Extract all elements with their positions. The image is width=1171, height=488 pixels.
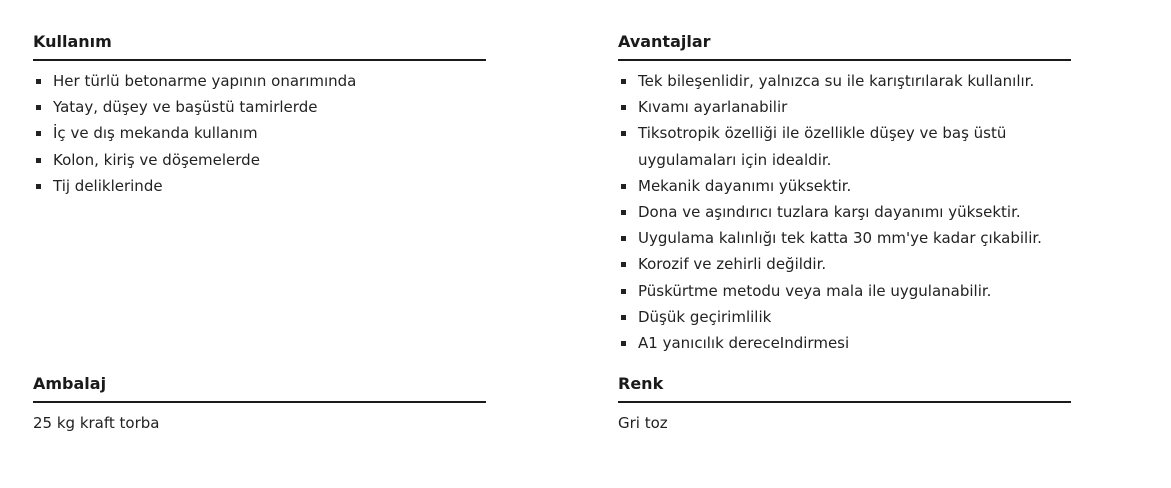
usage-item: Kolon, kiriş ve döşemelerde [33, 147, 486, 173]
packaging-section [33, 374, 486, 434]
advantages-item: Tek bileşenlidir, yalnızca su ile karıştırılarak kullanılır. [618, 68, 1071, 94]
usage-item: Her türlü betonarme yapının onarımında [33, 68, 486, 94]
packaging-text: 25 kg kraft torba [33, 414, 160, 432]
color-text: Gri toz [618, 414, 668, 432]
advantages-item: Püskürtme metodu veya mala ile uygulanabilir. [618, 278, 1071, 304]
usage-heading: Kullanım [33, 32, 486, 61]
color-heading: Renk [618, 374, 1071, 403]
color-section [618, 374, 1071, 434]
advantages-item: Korozif ve zehirli değildir. [618, 251, 1071, 277]
advantages-item: A1 yanıcılık dereceIndirmesi [618, 330, 1071, 356]
advantages-item: Tiksotropik özelliği ile özellikle düşey ve baş üstü uygulamaları için idealdir. [618, 120, 1071, 172]
advantages-item: Mekanik dayanımı yüksektir. [618, 173, 1071, 199]
usage-list [33, 68, 486, 199]
advantages-item: Dona ve aşındırıcı tuzlara karşı dayanımı yüksektir. [618, 199, 1071, 225]
packaging-heading: Ambalaj [33, 374, 486, 403]
usage-section [33, 32, 486, 199]
advantages-section [618, 32, 1071, 356]
usage-item: İç ve dış mekanda kullanım [33, 120, 486, 146]
advantages-item: Uygulama kalınlığı tek katta 30 mm'ye kadar çıkabilir. [618, 225, 1071, 251]
advantages-item: Kıvamı ayarlanabilir [618, 94, 1071, 120]
usage-item: Yatay, düşey ve başüstü tamirlerde [33, 94, 486, 120]
advantages-heading: Avantajlar [618, 32, 1071, 61]
usage-item: Tij deliklerinde [33, 173, 486, 199]
advantages-list [618, 68, 1071, 356]
advantages-item: Düşük geçirimlilik [618, 304, 1071, 330]
